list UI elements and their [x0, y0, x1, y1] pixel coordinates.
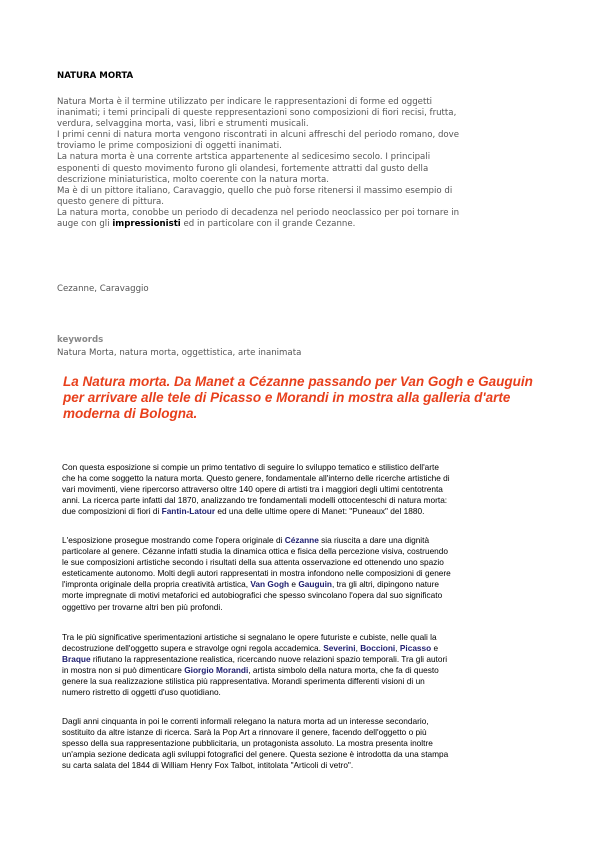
- text-fragment: due composizioni di fiori di: [62, 506, 162, 517]
- paragraph-line: [62, 535, 542, 546]
- intro-line: [57, 219, 539, 230]
- impressionisti-bold: impressionisti: [112, 219, 181, 230]
- article-paragraph-1: [62, 462, 542, 517]
- article-paragraph-2: [62, 535, 542, 613]
- artist-name-picasso: Picasso: [399, 643, 432, 654]
- artist-name-van-gogh: Van Gogh: [250, 579, 290, 590]
- intro-line: questo genere di pittura.: [57, 196, 164, 207]
- intro-line: Ma è di un pittore italiano, Caravaggio, quello che può forse ritenersi il massimo esempio di: [57, 185, 453, 196]
- paragraph-line: [62, 643, 542, 654]
- paragraph-line: anni. La ricerca parte infatti dal 1870, analizzando tre fondamentali modelli ottocenteschi di natura morta:: [62, 495, 448, 506]
- text-fragment: , artista simbolo della natura morta, che fa di questo: [248, 665, 439, 676]
- paragraph-line: su carta salata del 1844 di William Henry Fox Talbot, intitolata "Articoli di vetro".: [62, 760, 354, 771]
- artist-name-fantin-latour: Fantin-Latour: [161, 506, 216, 517]
- paragraph-line: particolare al genere. Cézanne infatti studia la dinamica ottica e fisica della percezione visiva, costruendo: [62, 546, 449, 557]
- intro-line: inanimati; i temi principali di queste reppresentazioni sono composizioni di fiori recisi, frutta,: [57, 108, 457, 119]
- intro-text-fragment: auge con gli: [57, 219, 113, 230]
- text-fragment: sia riuscita a dare una dignità: [318, 535, 430, 545]
- intro-line: verdura, selvaggina morta, vasi, libri e strumenti musicali.: [57, 119, 309, 130]
- intro-line: descrizione miniaturistica, molto coerente con la natura morta.: [57, 174, 330, 185]
- intro-line: La natura morta, conobbe un periodo di decadenza nel periodo neoclassico per poi tornare in: [57, 207, 460, 218]
- intro-line: esponenti di questo movimento furono gli olandesi, fortemente attratti dal gusto della: [57, 163, 429, 174]
- paragraph-line: Con questa esposizione si compie un primo tentativo di seguire lo sviluppo tematico e stilistico dell'arte: [62, 462, 439, 472]
- text-fragment: ,: [395, 643, 400, 654]
- text-fragment: L'esposizione prosegue mostrando come l'opera originale di: [62, 535, 285, 545]
- paragraph-line: Tra le più significative sperimentazioni artistiche si segnalano le opere futuriste e cubiste, nelle quali la: [62, 632, 437, 642]
- paragraph-line: [62, 654, 542, 665]
- paragraph-line: esteticamente autonomo. Molti degli autori rappresentati in mostra infondono nelle composizioni di genere: [62, 568, 451, 579]
- paragraph-line: genere la sua realizzazione stilistica più rappresentativa. Morandi sperimenta differenti visioni di un: [62, 676, 425, 687]
- text-fragment: ed una delle ultime opere di Manet: "Puneaux" del 1880.: [215, 506, 425, 517]
- keywords-label: keywords: [57, 335, 104, 345]
- text-fragment: , tra gli altri, dipingono nature: [331, 579, 439, 590]
- paragraph-line: vari movimenti, viene ripercorso attraverso oltre 140 opere di artisti tra i maggiori degli ultimi centotrenta: [62, 484, 443, 495]
- paragraph-line: le sue composizioni artistiche secondo i risultati della sua attenta osservazione ed ottenendo uno spazio: [62, 557, 444, 568]
- artist-name-cezanne: Cézanne: [284, 535, 319, 545]
- intro-text-fragment: ed in particolare con il grande Cezanne.: [180, 219, 356, 230]
- paragraph-line: che ha come soggetto la natura morta. Questo genere, fondamentale all'interno delle ricerche artistiche di: [62, 473, 450, 484]
- artist-name-boccioni: Boccioni: [360, 643, 396, 654]
- artist-name-morandi: Giorgio Morandi: [184, 665, 249, 676]
- intro-text: [57, 97, 539, 230]
- article-headline: La Natura morta. Da Manet a Cézanne passando per Van Gogh e Gauguin per arrivare alle tele di Picasso e Morandi in mostra alla galleria d'arte moderna di Bologna.: [63, 374, 533, 422]
- artist-names: Cezanne, Caravaggio: [57, 284, 149, 294]
- article-paragraph-4: [62, 716, 542, 771]
- paragraph-line: [62, 579, 542, 590]
- text-fragment: in mostra non si può dimenticare: [62, 665, 185, 676]
- paragraph-line: [62, 665, 542, 676]
- artist-name-gauguin: Gauguin: [298, 579, 332, 590]
- keywords-text: Natura Morta, natura morta, oggettistica, arte inanimata: [57, 348, 302, 358]
- paragraph-line: morte impregnate di motivi metaforici ed autobiografici che spesso svincolano l'opera dal suo significato: [62, 590, 443, 601]
- paragraph-line: Dagli anni cinquanta in poi le correnti informali relegano la natura morta ad un interesse secondario,: [62, 716, 429, 726]
- text-fragment: ,: [355, 643, 361, 654]
- paragraph-line: un'ampia sezione dedicata agli sviluppi fotografici del genere. Questa sezione è introdotta da una stampa: [62, 749, 449, 760]
- intro-line: La natura morta è una corrente artstica appartenente al sedicesimo secolo. I principali: [57, 152, 431, 163]
- paragraph-line: spesso della sua rappresentazione pubblicitaria, un protagonista assoluto. La mostra presenta inoltre: [62, 738, 433, 749]
- paragraph-line: numero ristretto di oggetti d'uso quotidiano.: [62, 687, 221, 698]
- artist-name-severini: Severini: [323, 643, 356, 654]
- intro-line: Natura Morta è il termine utilizzato per indicare le rappresentazioni di forme ed oggetti: [57, 97, 433, 107]
- text-fragment: e: [431, 643, 439, 654]
- article-paragraph-3: [62, 632, 542, 699]
- intro-line: troviamo le prime composizioni di oggetti inanimati.: [57, 141, 282, 152]
- text-fragment: decostruzione dell'oggetto supera e stravolge ogni regola accademica.: [62, 643, 324, 654]
- paragraph-line: sostituito da altre istanze di ricerca. Sarà la Pop Art a rinnovare il genere, facendo dell'oggetto o più: [62, 727, 427, 738]
- artist-name-braque: Braque: [62, 654, 91, 665]
- page-title: NATURA MORTA: [57, 71, 134, 81]
- intro-line: I primi cenni di natura morta vengono riscontrati in alcuni affreschi del periodo romano, dove: [57, 130, 460, 141]
- text-fragment: l'impronta originale della propria creatività artistica,: [62, 579, 251, 590]
- text-fragment: rifiutano la rappresentazione realistica, ricercando nuove relazioni spazio temporali. Tra gli autori: [90, 654, 448, 665]
- text-fragment: e: [289, 579, 299, 590]
- paragraph-line: oggettivo per trovarne altri ben più profondi.: [62, 601, 223, 612]
- paragraph-line: [62, 506, 542, 517]
